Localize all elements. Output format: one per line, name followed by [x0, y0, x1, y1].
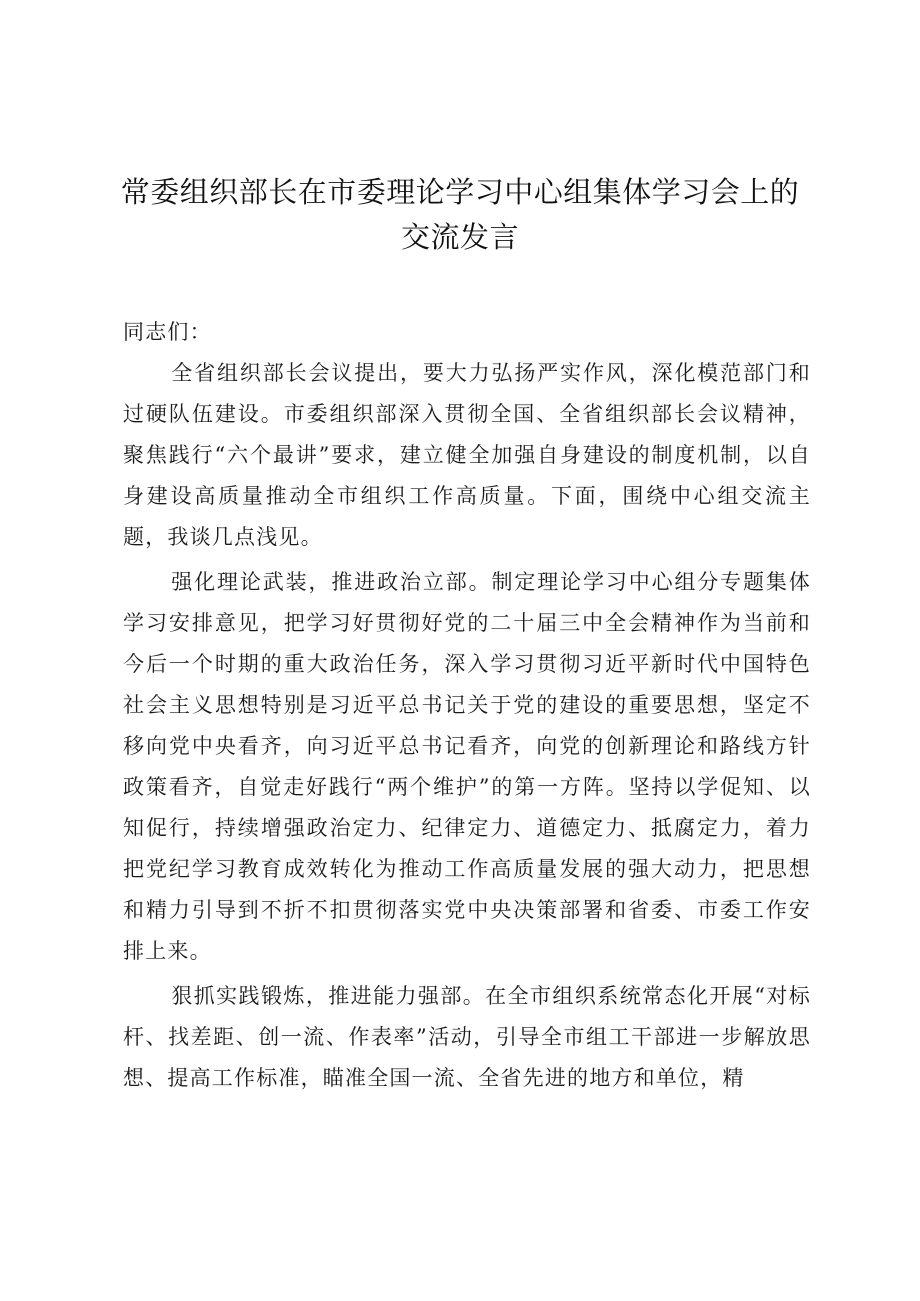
paragraph-intro: 全省组织部长会议提出，要大力弘扬严实作风，深化模范部门和过硬队伍建设。市委组织部深入贯彻全国、全省组织部长会议精神，聚焦践行“六个最讲”要求，建立健全加强自身建设的制度机制，以自身建设高质量推动全市组织工作高质量。下面，围绕中心组交流主题，我谈几点浅见。 — [123, 361, 811, 549]
salutation: 同志们： — [123, 320, 212, 344]
document-body — [123, 312, 811, 1099]
paragraph-theory: 强化理论武装，推进政治立部。制定理论学习中心组分专题集体学习安排意见，把学习好贯彻好党的二十届三中全会精神作为当前和今后一个时期的重大政治任务，深入学习贯彻习近平新时代中国特色社会主义思想特别是习近平总书记关于党的建设的重要思想，坚定不移向党中央看齐，向习近平总书记看齐，向党的创新理论和路线方针政策看齐，自觉走好践行“两个维护”的第一方阵。坚持以学促知、以知促行，持续增强政治定力、纪律定力、道德定力、抵腐定力，着力把党纪学习教育成效转化为推动工作高质量发展的强大动力，把思想和精力引导到不折不扣贯彻落实党中央决策部署和省委、市委工作安排上来。 — [123, 570, 811, 963]
document-title: 常委组织部长在市委理论学习中心组集体学习会上的交流发言 — [120, 175, 800, 254]
paragraph-practice: 狠抓实践锻炼，推进能力强部。在全市组织系统常态化开展“对标杆、找差距、创一流、作表率”活动，引导全市组工干部进一步解放思想、提高工作标准，瞄准全国一流、全省先进的地方和单位，精 — [123, 984, 811, 1090]
